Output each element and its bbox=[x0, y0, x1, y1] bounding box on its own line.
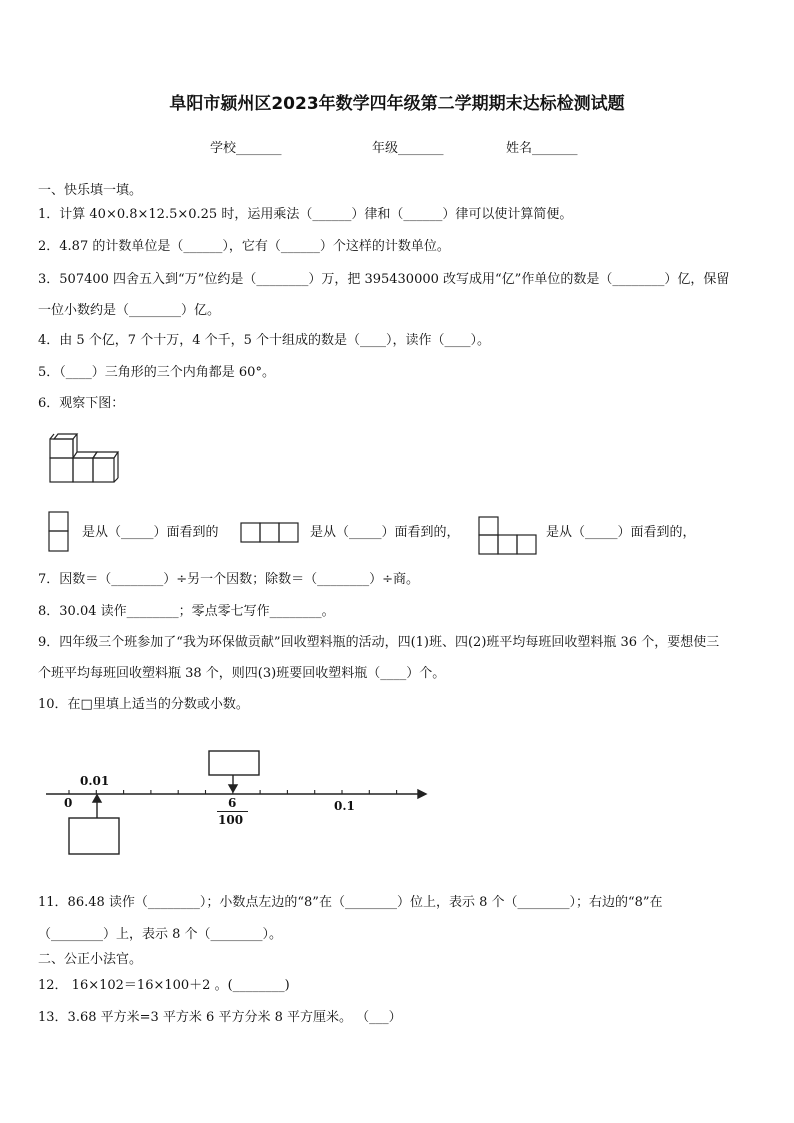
question-12: 12． 16×102＝16×100＋2 。(________) bbox=[38, 978, 290, 993]
question-7: 7．因数＝（________）÷另一个因数；除数＝（________）÷商。 bbox=[38, 572, 420, 587]
question-4: 4．由 5 个亿，7 个十万，4 个千，5 个十组成的数是（____），读作（____）。 bbox=[38, 333, 491, 348]
question-3-line-1: 3．507400 四舍五入到“万”位约是（________）万，把 395430000 改写成用“亿”作单位的数是（________）亿，保留 bbox=[38, 272, 730, 287]
fraction-numerator: 6 bbox=[228, 796, 237, 810]
question-1: 1．计算 40×0.8×12.5×0.25 时，运用乘法（______）律和（______）律可以使计算简便。 bbox=[38, 207, 573, 222]
label-0.1: 0.1 bbox=[334, 799, 355, 813]
label-0.01: 0.01 bbox=[80, 774, 110, 788]
section-2-heading: 二、公正小法官。 bbox=[38, 952, 143, 967]
question-11-line-1: 11．86.48 读作（________）；小数点左边的“8”在（________）位上，表示 8 个（________）；右边的“8”在 bbox=[38, 895, 663, 910]
section-1-heading: 一、快乐填一填。 bbox=[38, 183, 143, 198]
view-1-figure bbox=[48, 511, 70, 553]
view-2-figure bbox=[240, 522, 300, 544]
view-1-answer: 是从（_____）面看到的 bbox=[82, 525, 219, 540]
grade-field: 年级_______ bbox=[372, 141, 444, 156]
question-5: 5．（____）三角形的三个内角都是 60°。 bbox=[38, 365, 275, 380]
question-2: 2．4.87 的计数单位是（______），它有（______）个这样的计数单位。 bbox=[38, 239, 450, 254]
cube-figure bbox=[46, 432, 120, 486]
school-field: 学校_______ bbox=[210, 141, 282, 156]
question-3-line-2: 一位小数约是（________）亿。 bbox=[38, 303, 221, 318]
name-field: 姓名_______ bbox=[506, 141, 578, 156]
question-6: 6．观察下图： bbox=[38, 396, 125, 411]
view-3-answer: 是从（_____）面看到的， bbox=[546, 525, 696, 540]
question-13: 13．3.68 平方米=3 平方米 6 平方分米 8 平方厘米。 （___） bbox=[38, 1010, 402, 1025]
question-9-line-2: 个班平均每班回收塑料瓶 38 个，则四(3)班要回收塑料瓶（____）个。 bbox=[38, 666, 446, 681]
view-2-answer: 是从（_____）面看到的， bbox=[310, 525, 460, 540]
page-title: 阜阳市颍州区2023年数学四年级第二学期期末达标检测试题 bbox=[169, 94, 625, 114]
question-9-line-1: 9．四年级三个班参加了“我为环保做贡献”回收塑料瓶的活动，四(1)班、四(2)班平均每班回收塑料瓶 36 个，要想使三 bbox=[38, 635, 720, 650]
fraction-denominator: 100 bbox=[218, 813, 244, 827]
question-10: 10．在□里填上适当的分数或小数。 bbox=[38, 697, 249, 712]
view-3-figure bbox=[478, 516, 538, 556]
question-8: 8．30.04 读作________；零点零七写作________。 bbox=[38, 604, 335, 619]
question-11-line-2: （________）上，表示 8 个（________）。 bbox=[38, 927, 283, 942]
label-0: 0 bbox=[64, 796, 73, 810]
